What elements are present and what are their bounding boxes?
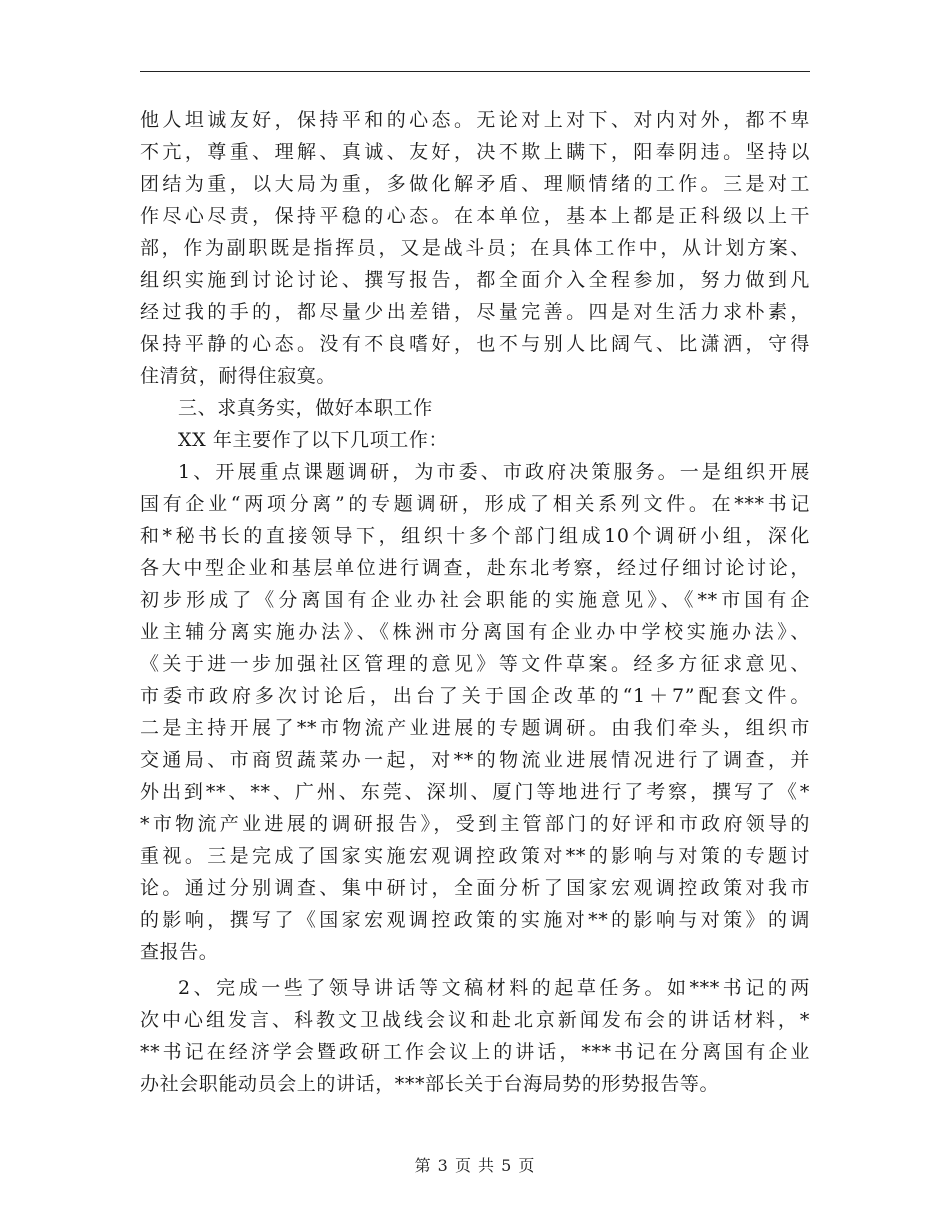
text-line: 交通局、市商贸蔬菜办一起，对**的物流业进展情况进行了调查，并 bbox=[140, 749, 810, 771]
text-line: 的影响，撰写了《国家宏观调控政策的实施对**的影响与对策》的调 bbox=[140, 909, 810, 931]
text-line: 1、开展重点课题调研，为市委、市政府决策服务。一是组织开展 bbox=[178, 461, 810, 483]
text-line: 2、完成一些了领导讲话等文稿材料的起草任务。如***书记的两 bbox=[178, 977, 810, 999]
text-line: 次中心组发言、科教文卫战线会议和赴北京新闻发布会的讲话材料，* bbox=[140, 1009, 810, 1031]
text-line: 业主辅分离实施办法》、《株洲市分离国有企业办中学校实施办法》、 bbox=[140, 621, 810, 643]
body-text bbox=[140, 104, 810, 1100]
text-line: **书记在经济学会暨政研工作会议上的讲话，***书记在分离国有企业 bbox=[140, 1041, 810, 1063]
text-line: 团结为重，以大局为重，多做化解矛盾、理顺情绪的工作。三是对工 bbox=[140, 173, 810, 195]
text-line: 和*秘书长的直接领导下，组织十多个部门组成10个调研小组，深化 bbox=[140, 525, 810, 547]
text-line: 外出到**、**、广州、东莞、深圳、厦门等地进行了考察，撰写了《* bbox=[140, 781, 810, 803]
text-line: 不亢，尊重、理解、真诚、友好，决不欺上瞒下，阳奉阴违。坚持以 bbox=[140, 141, 810, 163]
text-line: 办社会职能动员会上的讲话，***部长关于台海局势的形势报告等。 bbox=[140, 1073, 720, 1095]
text-line: 市委市政府多次讨论后，出台了关于国企改革的“1＋7”配套文件。 bbox=[140, 685, 810, 707]
section-heading: 三、求真务实，做好本职工作 bbox=[178, 397, 433, 419]
text-line: 查报告。 bbox=[140, 941, 219, 963]
text-line: 作尽心尽责，保持平稳的心态。在本单位，基本上都是正科级以上干 bbox=[140, 205, 810, 227]
text-line: 《关于进一步加强社区管理的意见》等文件草案。经多方征求意见、 bbox=[140, 653, 810, 675]
text-line: 部，作为副职既是指挥员，又是战斗员；在具体工作中，从计划方案、 bbox=[140, 237, 810, 259]
text-line: 各大中型企业和基层单位进行调查，赴东北考察，经过仔细讨论讨论， bbox=[140, 557, 810, 579]
text-line: 论。通过分别调查、集中研讨，全面分析了国家宏观调控政策对我市 bbox=[140, 877, 810, 899]
page-footer: 第 3 页 共 5 页 bbox=[414, 1156, 536, 1175]
text-line: 经过我的手的，都尽量少出差错，尽量完善。四是对生活力求朴素， bbox=[140, 301, 810, 323]
text-line: 保持平静的心态。没有不良嗜好，也不与别人比阔气、比潇洒，守得 bbox=[140, 333, 810, 355]
header-rule bbox=[140, 71, 810, 72]
text-line: 初步形成了《分离国有企业办社会职能的实施意见》、《**市国有企 bbox=[140, 589, 810, 611]
text-line: 二是主持开展了**市物流产业进展的专题调研。由我们牵头，组织市 bbox=[140, 717, 810, 739]
text-line: 他人坦诚友好，保持平和的心态。无论对上对下、对内对外，都不卑 bbox=[140, 109, 810, 131]
text-line: 组织实施到讨论讨论、撰写报告，都全面介入全程参加，努力做到凡 bbox=[140, 269, 810, 291]
paragraph-intro: XX 年主要作了以下几项工作： bbox=[178, 429, 449, 451]
text-line: *市物流产业进展的调研报告》，受到主管部门的好评和市政府领导的 bbox=[140, 813, 810, 835]
text-line: 重视。三是完成了国家实施宏观调控政策对**的影响与对策的专题讨 bbox=[140, 845, 810, 867]
text-line: 住清贫，耐得住寂寞。 bbox=[140, 365, 337, 387]
text-line: 国有企业“两项分离”的专题调研，形成了相关系列文件。在***书记 bbox=[140, 493, 810, 515]
